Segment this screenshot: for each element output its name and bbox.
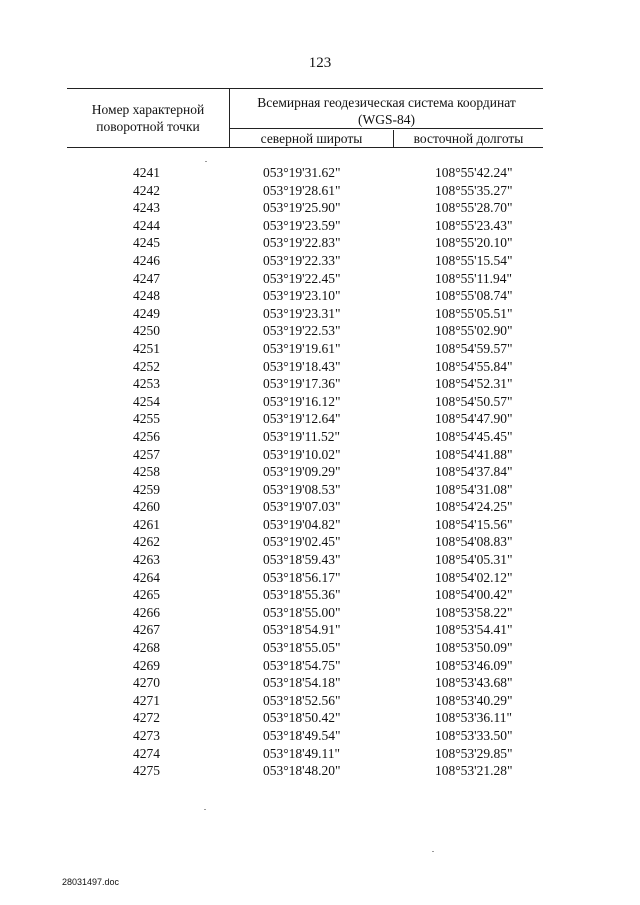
latitude-cell: 053°19'18.43" [263,358,341,374]
longitude-cell: 108°54'15.56" [435,516,513,532]
table-row [67,446,543,464]
table-row [67,551,543,569]
point-number-cell: 4261 [133,516,160,532]
longitude-cell: 108°54'55.84" [435,358,513,374]
point-number-cell: 4246 [133,252,160,268]
point-number-cell: 4259 [133,481,160,497]
latitude-cell: 053°18'49.11" [263,745,340,761]
latitude-cell: 053°19'11.52" [263,428,340,444]
table-row [67,498,543,516]
point-number-cell: 4252 [133,358,160,374]
point-number-cell: 4271 [133,692,160,708]
table-row [67,745,543,763]
latitude-cell: 053°18'50.42" [263,710,341,726]
table-row [67,692,543,710]
table-row [67,727,543,745]
table-row [67,182,543,200]
table-row [67,340,543,358]
longitude-cell: 108°53'21.28" [435,763,513,779]
longitude-cell: 108°53'29.85" [435,745,513,761]
longitude-cell: 108°54'47.90" [435,411,513,427]
latitude-cell: 053°19'22.53" [263,323,341,339]
page-number: 123 [308,55,332,71]
point-number-cell: 4256 [133,428,160,444]
table-row [67,674,543,692]
latitude-cell: 053°18'54.18" [263,675,341,691]
longitude-cell: 108°54'41.88" [435,446,513,462]
point-number-cell: 4251 [133,340,160,356]
latitude-cell: 053°18'54.91" [263,622,341,638]
latitude-cell: 053°18'59.43" [263,552,341,568]
point-number-cell: 4245 [133,235,160,251]
table-row [67,322,543,340]
latitude-cell: 053°19'23.10" [263,288,341,304]
longitude-cell: 108°54'02.12" [435,569,513,585]
longitude-cell: 108°55'11.94" [435,270,512,286]
scan-speck [204,809,206,810]
point-number-cell: 4250 [133,323,160,339]
point-number-cell: 4257 [133,446,160,462]
point-number-cell: 4274 [133,745,160,761]
latitude-cell: 053°19'19.61" [263,340,341,356]
longitude-cell: 108°55'08.74" [435,288,513,304]
latitude-cell: 053°19'23.59" [263,217,341,233]
point-number-cell: 4270 [133,675,160,691]
latitude-cell: 053°19'25.90" [263,200,341,216]
table-row [67,621,543,639]
latitude-cell: 053°19'28.61" [263,182,341,198]
longitude-cell: 108°55'28.70" [435,200,513,216]
point-number-cell: 4269 [133,657,160,673]
longitude-cell: 108°53'33.50" [435,728,513,743]
longitude-cell: 108°54'45.45" [435,428,513,444]
point-number-cell: 4268 [133,640,160,656]
latitude-cell: 053°19'09.29" [263,464,341,480]
header-latitude: северной широты [230,130,394,147]
table-row [67,569,543,587]
scan-speck [432,851,434,852]
longitude-cell: 108°54'31.08" [435,481,513,497]
longitude-cell: 108°55'20.10" [435,235,513,251]
table-row [67,305,543,323]
latitude-cell: 053°19'12.64" [263,411,341,427]
scan-speck [205,161,207,162]
longitude-cell: 108°55'15.54" [435,252,513,268]
latitude-cell: 053°18'49.54" [263,728,341,743]
table-row [67,199,543,217]
latitude-cell: 053°19'04.82" [263,516,341,532]
table-row [67,586,543,604]
point-number-cell: 4272 [133,710,160,726]
point-number-cell: 4267 [133,622,160,638]
longitude-cell: 108°55'35.27" [435,182,513,198]
latitude-cell: 053°18'55.00" [263,604,341,620]
longitude-cell: 108°54'05.31" [435,552,513,568]
longitude-cell: 108°55'02.90" [435,323,513,339]
longitude-cell: 108°53'43.68" [435,675,513,691]
longitude-cell: 108°55'42.24" [435,165,513,180]
latitude-cell: 053°19'17.36" [263,376,341,392]
latitude-cell: 053°19'07.03" [263,499,341,515]
longitude-cell: 108°54'50.57" [435,393,513,409]
table-row [67,252,543,270]
point-number-cell: 4243 [133,200,160,216]
longitude-cell: 108°54'00.42" [435,587,513,603]
longitude-cell: 108°54'37.84" [435,464,513,480]
latitude-cell: 053°18'52.56" [263,692,341,708]
latitude-cell: 053°19'22.83" [263,235,341,251]
point-number-cell: 4248 [133,288,160,304]
latitude-cell: 053°19'23.31" [263,305,341,321]
header-point-number [67,89,230,147]
table-row [67,428,543,446]
point-number-cell: 4266 [133,604,160,620]
header-point-number-label: Номер характерной поворотной точки [91,102,205,134]
table-row [67,762,543,780]
point-number-cell: 4249 [133,305,160,321]
latitude-cell: 053°19'16.12" [263,393,341,409]
table-row [67,481,543,499]
longitude-cell: 108°54'08.83" [435,534,513,550]
point-number-cell: 4262 [133,534,160,550]
table-row [67,533,543,551]
point-number-cell: 4265 [133,587,160,603]
longitude-cell: 108°53'36.11" [435,710,512,726]
point-number-cell: 4242 [133,182,160,198]
header-coordinate-system-name: Всемирная геодезическая система координат [257,95,516,110]
table-row [67,709,543,727]
latitude-cell: 053°18'55.36" [263,587,341,603]
header-coordinate-system-code: (WGS-84) [358,112,415,127]
point-number-cell: 4275 [133,763,160,779]
longitude-cell: 108°53'40.29" [435,692,513,708]
point-number-cell: 4264 [133,569,160,585]
longitude-cell: 108°55'05.51" [435,305,513,321]
latitude-cell: 053°19'22.45" [263,270,341,286]
table-row [67,639,543,657]
longitude-cell: 108°54'24.25" [435,499,513,515]
latitude-cell: 053°19'31.62" [263,165,341,180]
coordinate-table-body [67,164,543,780]
table-row [67,410,543,428]
point-number-cell: 4241 [133,165,160,180]
longitude-cell: 108°53'46.09" [435,657,513,673]
header-longitude: восточной долготы [413,131,524,146]
longitude-cell: 108°53'58.22" [435,604,513,620]
latitude-cell: 053°18'56.17" [263,569,341,585]
latitude-cell: 053°19'22.33" [263,252,341,268]
table-row [67,234,543,252]
table-row [67,657,543,675]
table-row [67,516,543,534]
point-number-cell: 4258 [133,464,160,480]
table-row [67,358,543,376]
table-row [67,604,543,622]
latitude-cell: 053°18'48.20" [263,763,341,779]
latitude-cell: 053°18'55.05" [263,640,341,656]
header-coordinate-system [230,89,543,129]
table-row [67,393,543,411]
point-number-cell: 4253 [133,376,160,392]
document-filename: 28031497.doc [62,877,120,887]
table-row [67,164,543,182]
point-number-cell: 4255 [133,411,160,427]
point-number-cell: 4263 [133,552,160,568]
table-row [67,217,543,235]
latitude-cell: 053°19'10.02" [263,446,341,462]
latitude-cell: 053°18'54.75" [263,657,341,673]
longitude-cell: 108°53'54.41" [435,622,513,638]
longitude-cell: 108°55'23.43" [435,217,513,233]
table-row [67,463,543,481]
longitude-cell: 108°54'59.57" [435,340,513,356]
latitude-cell: 053°19'02.45" [263,534,341,550]
table-row [67,287,543,305]
point-number-cell: 4260 [133,499,160,515]
longitude-cell: 108°54'52.31" [435,376,513,392]
point-number-cell: 4254 [133,393,160,409]
table-header [67,88,543,148]
latitude-cell: 053°19'08.53" [263,481,341,497]
table-row [67,270,543,288]
longitude-cell: 108°53'50.09" [435,640,513,656]
point-number-cell: 4273 [133,728,160,743]
point-number-cell: 4247 [133,270,160,286]
table-row [67,375,543,393]
point-number-cell: 4244 [133,217,160,233]
